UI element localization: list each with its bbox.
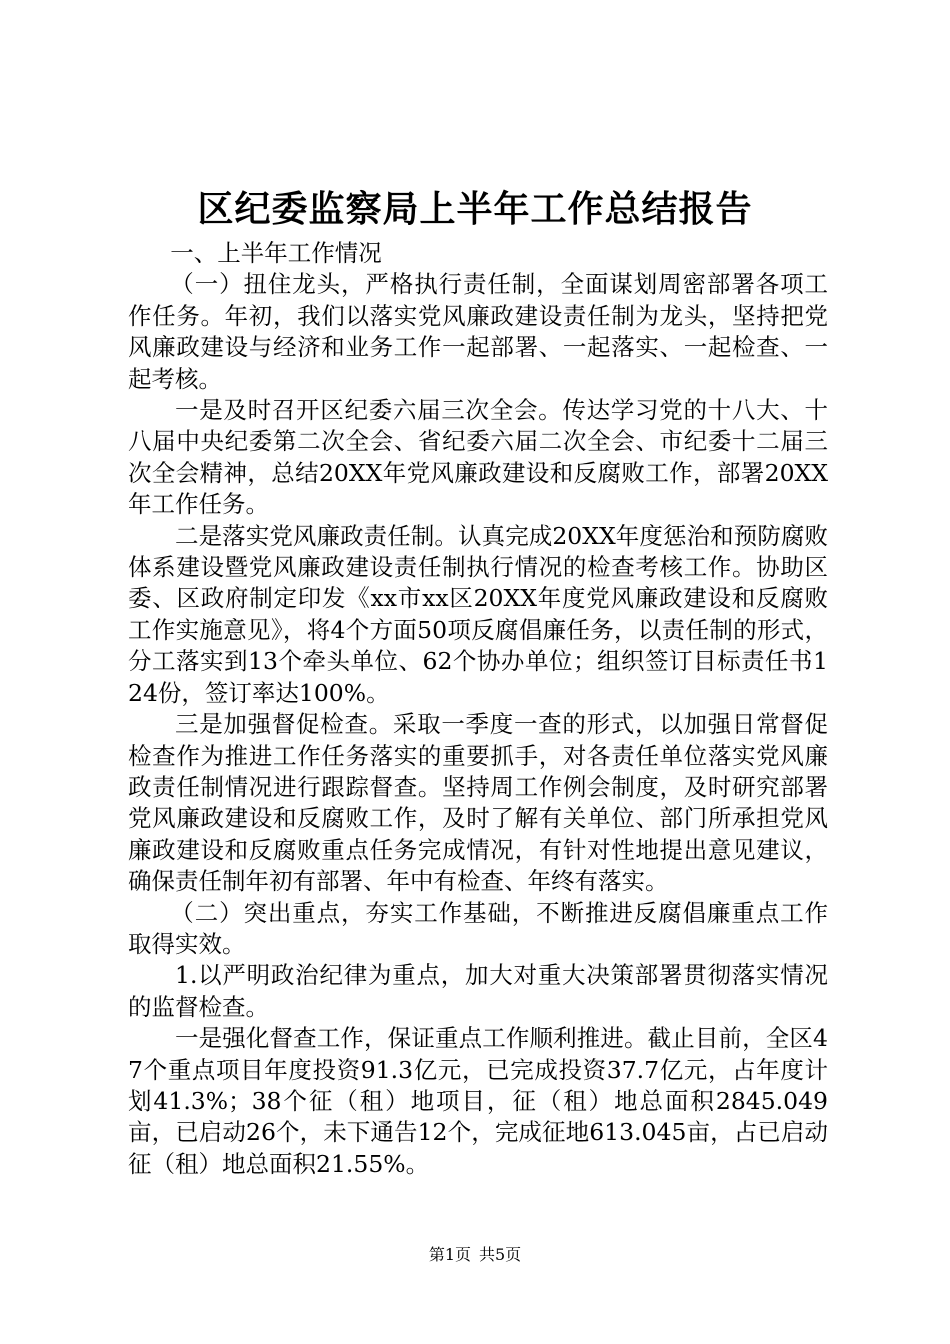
section-heading: 一、上半年工作情况 <box>170 239 382 267</box>
document-title: 区纪委监察局上半年工作总结报告 <box>197 188 753 230</box>
paragraph: 1.以严明政治纪律为重点，加大对重大决策部署贯彻落实情况的监督检查。 <box>128 961 828 1021</box>
paragraph: （一）扭住龙头，严格执行责任制，全面谋划周密部署各项工作任务。年初，我们以落实党风廉政建设责任制为龙头，坚持把党风廉政建设与经济和业务工作一起部署、一起落实、一起检查、一起考核。 <box>128 270 828 393</box>
page-footer <box>0 1244 950 1266</box>
paragraph: 一是强化督查工作，保证重点工作顺利推进。截止目前，全区47个重点项目年度投资91.3亿元，已完成投资37.7亿元，占年度计划41.3%；38个征（租）地项目，征（租）地总面积2845.049亩，已启动26个，未下通告12个，完成征地613.045亩，占已启动征（租）地总面积21.55%。 <box>128 1024 828 1178</box>
paragraph: 二是落实党风廉政责任制。认真完成20XX年度惩治和预防腐败体系建设暨党风廉政建设责任制执行情况的检查考核工作。协助区委、区政府制定印发《xx市xx区20XX年度党风廉政建设和反腐败工作实施意见》，将4个方面50项反腐倡廉任务，以责任制的形式，分工落实到13个牵头单位、62个协办单位；组织签订目标责任书124份，签订率达100%。 <box>128 521 828 707</box>
paragraph: 三是加强督促检查。采取一季度一查的形式，以加强日常督促检查作为推进工作任务落实的重要抓手，对各责任单位落实党风廉政责任制情况进行跟踪督查。坚持周工作例会制度，及时研究部署党风廉政建设和反腐败工作，及时了解有关单位、部门所承担党风廉政建设和反腐败重点任务完成情况，有针对性地提出意见建议，确保责任制年初有部署、年中有检查、年终有落实。 <box>128 710 828 896</box>
paragraph: 一是及时召开区纪委六届三次全会。传达学习党的十八大、十八届中央纪委第二次全会、省纪委六届二次全会、市纪委十二届三次全会精神，总结20XX年党风廉政建设和反腐败工作，部署20XX年工作任务。 <box>128 396 828 519</box>
page-number: 第1页 <box>428 1245 471 1264</box>
page-total: 共5页 <box>479 1245 522 1264</box>
paragraph: （二）突出重点，夯实工作基础，不断推进反腐倡廉重点工作取得实效。 <box>128 898 828 958</box>
document-body <box>128 238 828 1180</box>
